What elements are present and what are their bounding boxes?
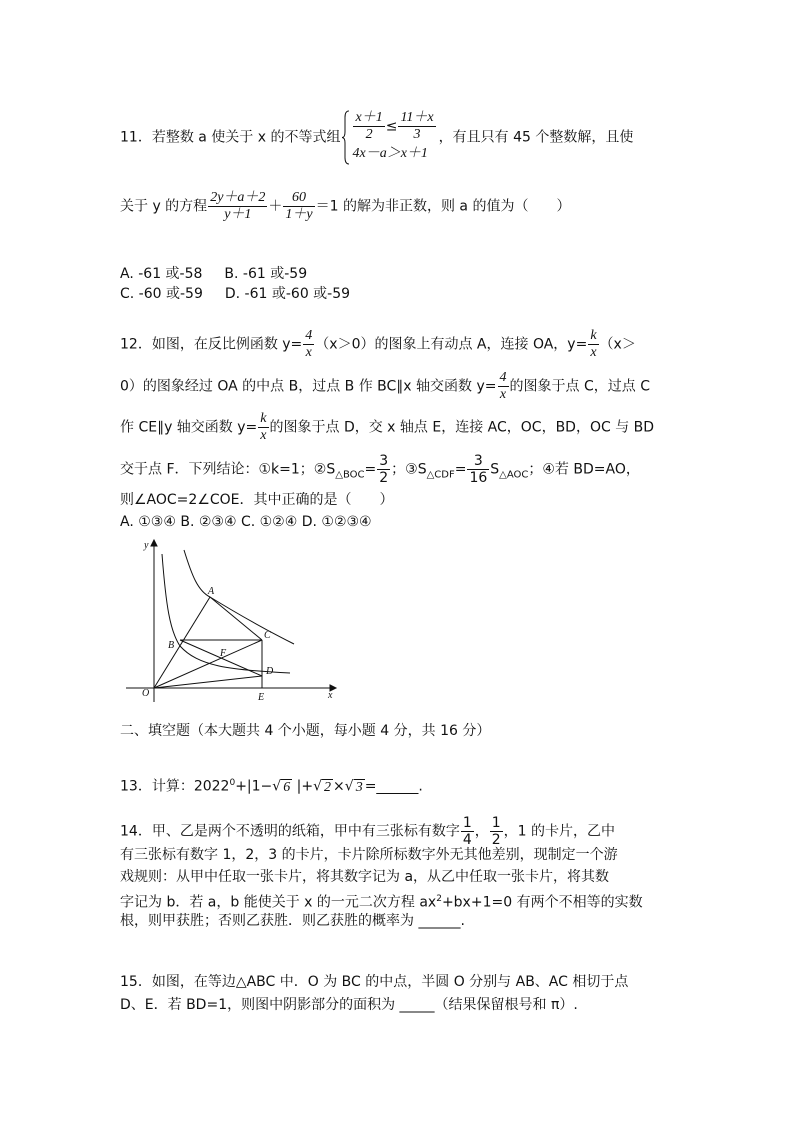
q14-line4: 字记为 b．若 a，b 能使关于 x 的一元二次方程 $ax^2+bx+1=0$ 有两个不相等的实数: [120, 894, 643, 911]
sqrt-icon: √: [313, 778, 323, 795]
q12-line1: 12．如图，在反比例函数 y= $\frac{4}{x}$ （x＞0）的图象上有动点 A，连接 OA，y= $\frac{k}{x}$ （x＞: [120, 328, 636, 360]
q11-options-row1: [120, 265, 307, 283]
label-d: D: [266, 666, 274, 677]
sqrt-icon: √: [272, 778, 282, 795]
segment-oa: [154, 597, 210, 688]
y-axis-arrow-icon: [151, 540, 157, 546]
q15-line1: 15．如图，在等边△ABC 中．O 为 BC 的中点，半圆 O 分别与 AB、AC 相切于点: [120, 974, 629, 990]
q14-line2: 有三张标有数字 1，2，3 的卡片，卡片除所标数字外无其他差别，现制定一个游: [120, 847, 618, 863]
label-f: F: [220, 648, 227, 659]
q11-option-d: D. -61 或-60 或-59: [224, 286, 351, 302]
q14-line5: 根，则甲获胜；否则乙获胜．则乙获胜的概率为 ______.: [120, 913, 465, 929]
q15-line2: D、E．若 BD=1，则图中阴影部分的面积为 _____（结果保留根号和 π）.: [120, 997, 578, 1013]
segment-od: [154, 676, 262, 688]
q11-line1: [120, 110, 633, 165]
sqrt-icon: √: [344, 778, 354, 795]
q14-line1: 14．甲、乙是两个不透明的纸箱，甲中有三张标有数字 $\frac{1}{4}$ ， $\frac{1}{2}$ ，1 的卡片，乙中: [120, 815, 616, 848]
label-a: A: [208, 586, 215, 597]
equation-fraction-1: $\frac{2y+a+2}{y+1}$: [210, 190, 266, 222]
q12-line5: 则∠AOC=2∠COE．其中正确的是（ ）: [120, 492, 394, 508]
label-b: B: [168, 640, 175, 651]
q12-line3: 作 CE∥y 轴交函数 y= $\frac{k}{x}$ 的图象于点 D，交 x 轴点 E，连接 AC，OC，BD，OC 与 BD: [120, 411, 655, 443]
q11-options-row2: [120, 285, 350, 303]
curve-4-over-x: [184, 550, 294, 644]
equation-fraction-2: $\frac{60}{1+y}$: [285, 190, 313, 222]
inequality-system: [342, 110, 436, 165]
segment-ac: [210, 597, 262, 640]
inequality-2: 4x－a＞x＋1: [352, 146, 428, 161]
q14-line3: 戏规则：从甲中任取一张卡片，将其数字记为 a，从乙中任取一张卡片，将其数: [120, 869, 610, 885]
q11-line2: 关于 y 的方程 $\frac{2y+a+2}{y+1}$ ＋ $\frac{60}{1+y}$ ＝1 的解为非正数，则 a 的值为（ ）: [120, 190, 571, 222]
q11-tail: ，有且只有 45 个整数解，且使: [438, 129, 634, 146]
label-y: y: [144, 540, 149, 551]
label-c: C: [264, 630, 271, 641]
label-e: E: [258, 692, 265, 703]
label-x: x: [328, 690, 333, 701]
q11-option-b: B. -61 或-59: [224, 266, 308, 282]
section-2-heading: 二、填空题（本大题共 4 个小题，每小题 4 分，共 16 分）: [120, 723, 491, 739]
q13-line: 13．计算：$2022^0+|1-√$ 6 |+√ 2 ×√ 3 =______.: [120, 778, 423, 795]
q11-option-c: C. -60 或-59: [120, 286, 203, 302]
q11-option-a: A. -61 或-58: [120, 266, 203, 282]
q11-lead: 11．若整数 a 使关于 x 的不等式组: [120, 129, 341, 146]
label-o: O: [142, 688, 150, 699]
q12-options: A. ①③④ B. ②③④ C. ①②④ D. ①②③④: [120, 514, 372, 530]
q12-line4: 交于点 F．下列结论：①k=1；$②S_{\triangle BOC}=$ $\frac{3}{2}$ ；$③S_{\triangle CDF}=$ $\frac{3}{16}$ $S_{\triangle AOC}$；④若 BD=AO，: [120, 453, 640, 486]
brace-icon: [342, 110, 350, 165]
inequality-1: $\frac{x+1}{2}$ ≤ $\frac{11+x}{3}$: [355, 110, 434, 142]
hyperbola-figure: [118, 536, 340, 704]
q12-line2: 0）的图象经过 OA 的中点 B，过点 B 作 BC∥x 轴交函数 y= $\frac{4}{x}$ 的图象于点 C，过点 C: [120, 370, 650, 402]
